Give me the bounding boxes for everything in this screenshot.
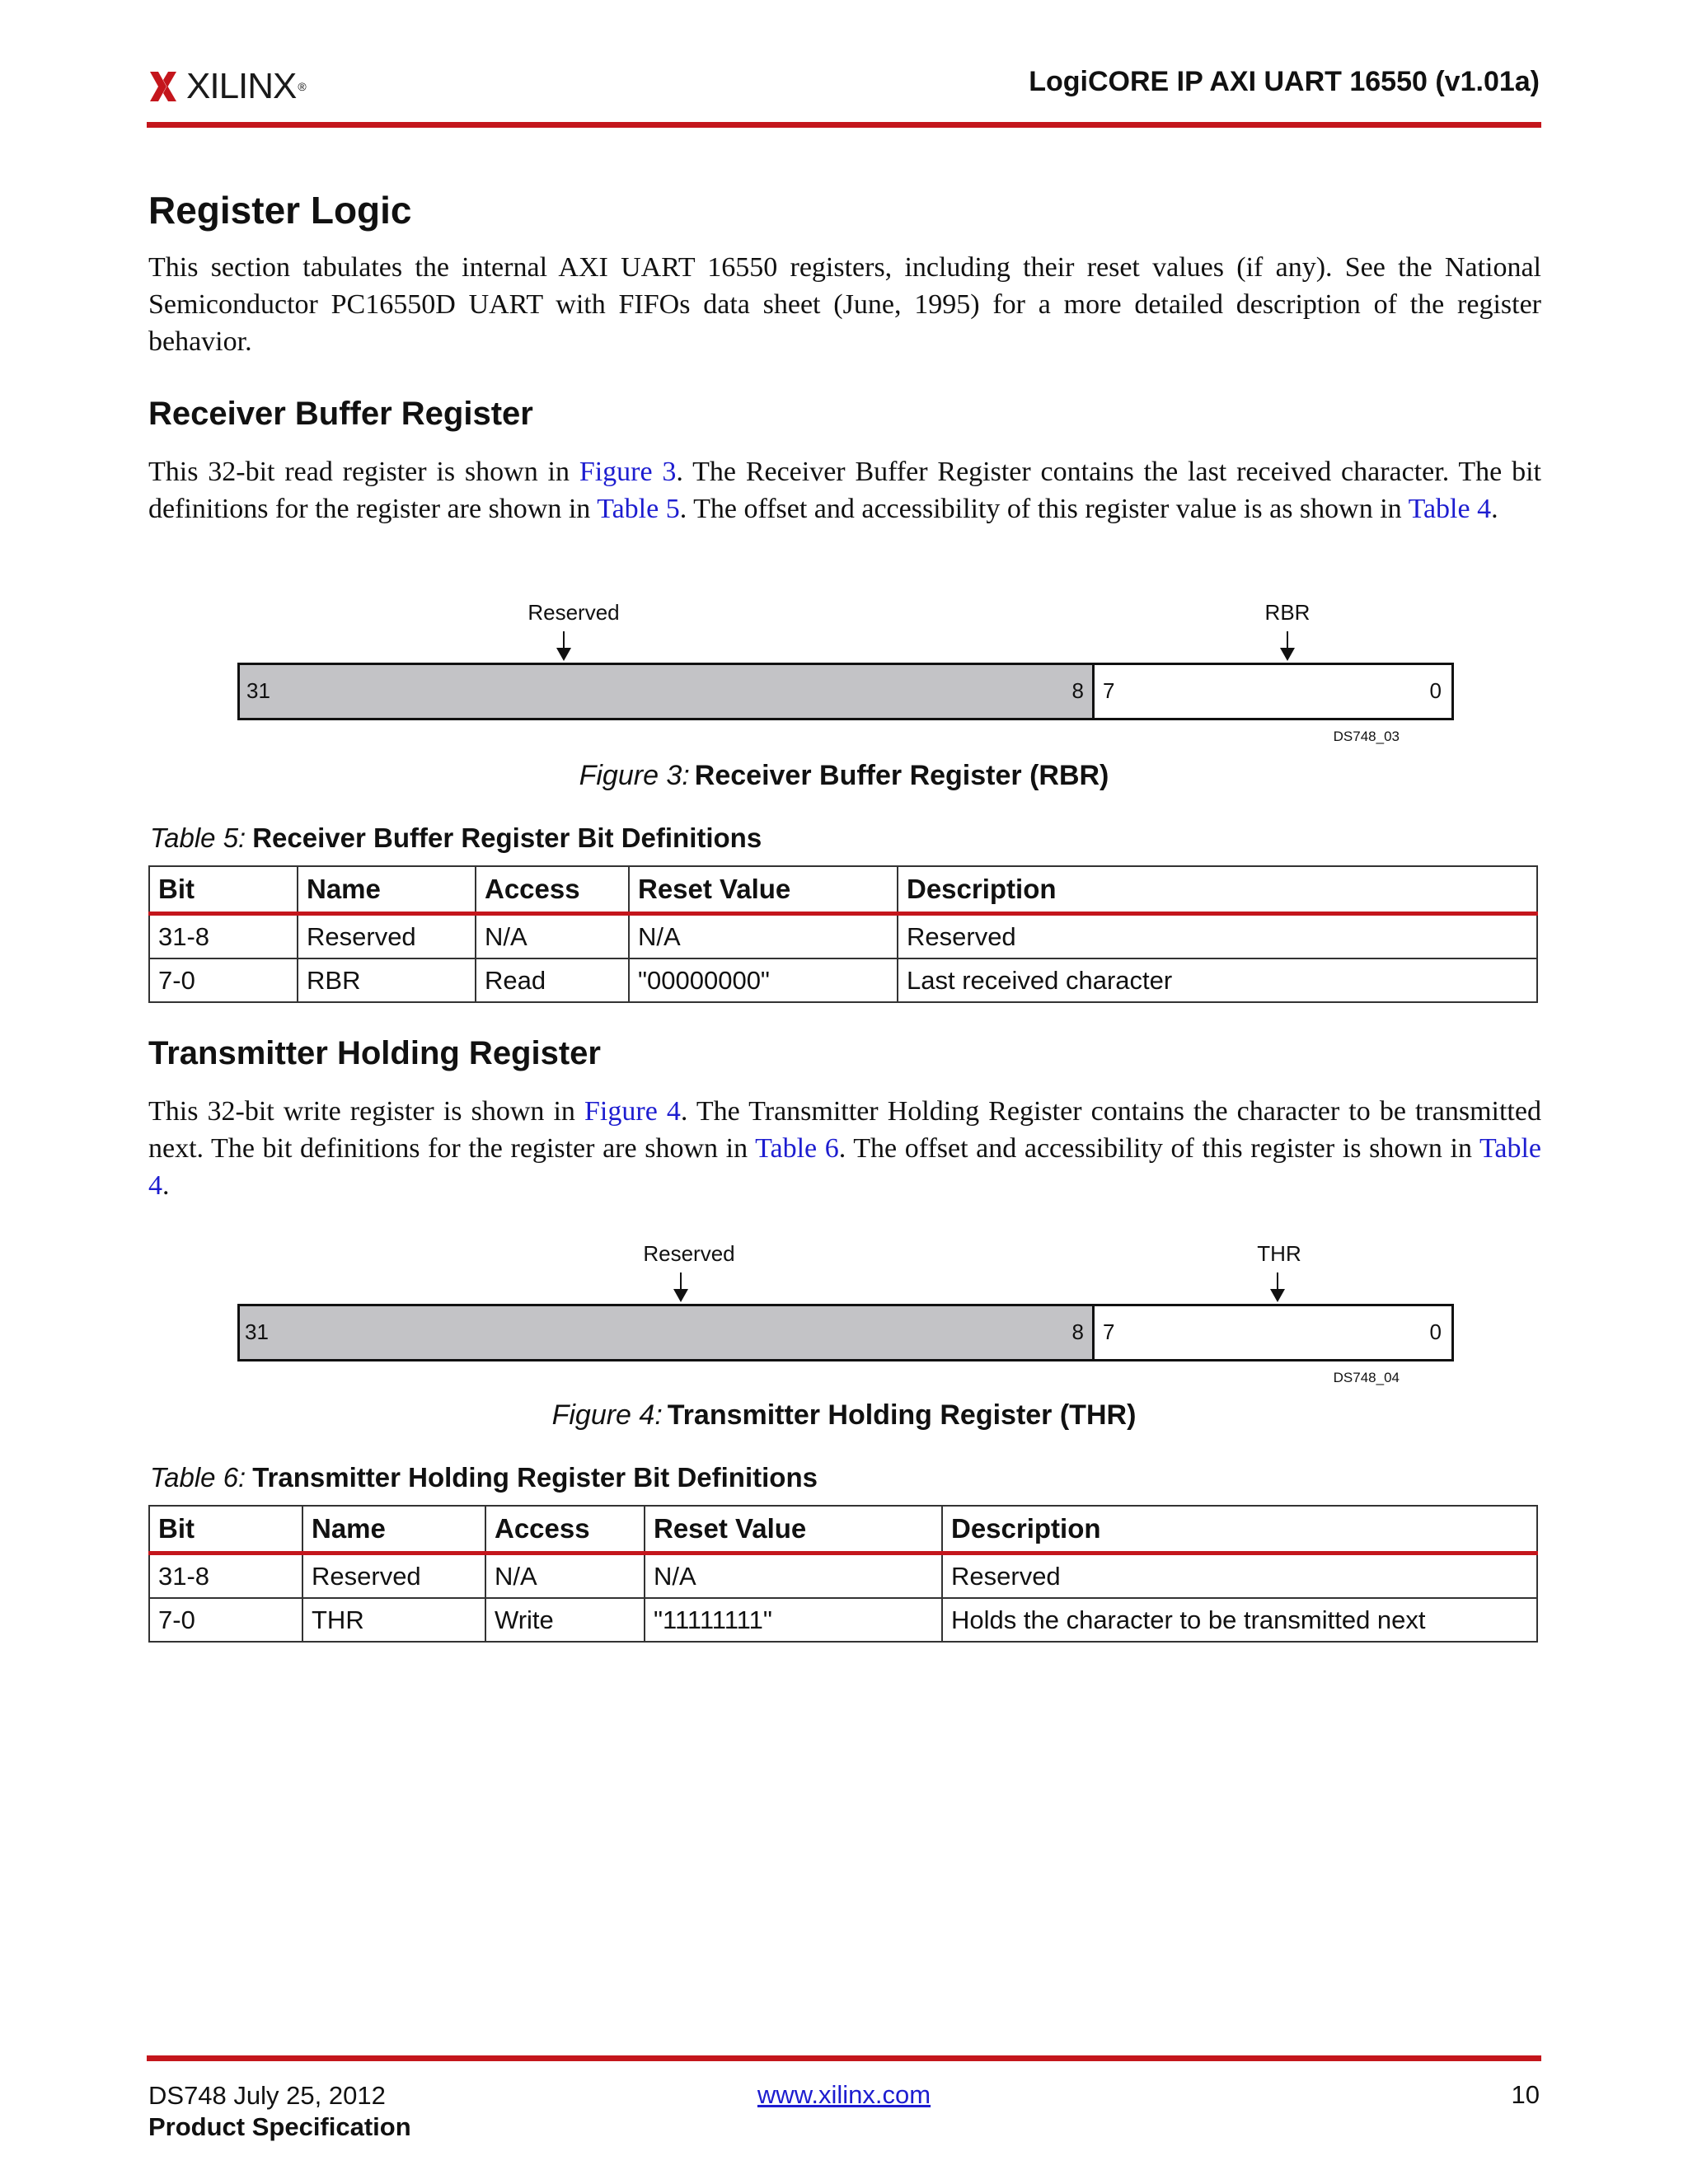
column-header: Reset Value xyxy=(645,1506,942,1554)
table-cell: 31-8 xyxy=(149,1554,302,1599)
thr-bit-31: 31 xyxy=(245,1319,269,1344)
rbr-table-link[interactable]: Table 5 xyxy=(597,494,680,524)
table-row xyxy=(149,914,1537,959)
table-cell: Reserved xyxy=(942,1554,1537,1599)
table-cell: N/A xyxy=(485,1554,645,1599)
rbr-bit-31: 31 xyxy=(246,678,270,703)
thr-register-box xyxy=(237,1304,1454,1361)
xilinx-logo xyxy=(148,66,307,107)
thr-text-4: . xyxy=(162,1170,170,1201)
thr-figure-link[interactable]: Figure 4 xyxy=(584,1096,681,1127)
rbr-text-3: . The offset and accessibility of this register value is as shown in xyxy=(679,494,1409,524)
thr-figure-caption-text: Transmitter Holding Register (THR) xyxy=(667,1399,1137,1431)
thr-data-bits xyxy=(1095,1306,1451,1359)
footer-website-link[interactable]: www.xilinx.com xyxy=(757,2080,931,2109)
thr-bit-0: 0 xyxy=(1429,1319,1442,1344)
column-header: Name xyxy=(302,1506,485,1554)
rbr-offset-table-link[interactable]: Table 4 xyxy=(1408,494,1492,524)
table-cell: 7-0 xyxy=(149,1598,302,1642)
thr-text-3: . The offset and accessibility of this register is shown in xyxy=(838,1133,1479,1164)
thr-bit-8: 8 xyxy=(1071,1319,1084,1344)
rbr-figure-link[interactable]: Figure 3 xyxy=(579,457,677,487)
rbr-bit-8: 8 xyxy=(1071,678,1084,703)
thr-paragraph xyxy=(148,1093,1541,1204)
table-cell: Reserved xyxy=(298,914,476,959)
table-cell: THR xyxy=(302,1598,485,1642)
table-cell: 7-0 xyxy=(149,958,298,1002)
rbr-text-1: This 32-bit read register is shown in xyxy=(148,457,579,487)
table-cell: Write xyxy=(485,1598,645,1642)
table-cell: Read xyxy=(476,958,629,1002)
thr-reserved-arrow xyxy=(680,1272,682,1299)
table-cell: Reserved xyxy=(898,914,1537,959)
rbr-text-2: . The Receiver Buffer Register contains the last received character. The bit definitions for the register are shown in xyxy=(148,457,1541,524)
thr-offset-table-link[interactable]: Table 4 xyxy=(148,1133,1542,1201)
rbr-table-caption-text: Receiver Buffer Register Bit Definitions xyxy=(252,823,762,853)
thr-register-diagram xyxy=(237,1241,1452,1390)
thr-reserved-bits xyxy=(240,1306,1095,1359)
thr-field-arrow xyxy=(1277,1272,1278,1299)
page-number: 10 xyxy=(1511,2080,1540,2109)
rbr-bit-0: 0 xyxy=(1429,678,1442,703)
rbr-register-box xyxy=(237,663,1454,720)
column-header: Bit xyxy=(149,866,298,914)
table-cell: N/A xyxy=(629,914,898,959)
column-header: Bit xyxy=(149,1506,302,1554)
rbr-reserved-bits xyxy=(240,665,1095,718)
document-title: LogiCORE IP AXI UART 16550 (v1.01a) xyxy=(1029,66,1540,97)
thr-figure-id: DS748_04 xyxy=(1333,1370,1400,1385)
table-cell: "00000000" xyxy=(629,958,898,1002)
rbr-table-caption-prefix: Table 5: xyxy=(150,823,246,853)
footer-url-container xyxy=(0,2080,1688,2110)
thr-heading: Transmitter Holding Register xyxy=(148,1035,601,1071)
rbr-bit-7: 7 xyxy=(1103,678,1115,703)
rbr-figure-caption xyxy=(0,760,1688,792)
footer-rule xyxy=(147,2055,1541,2061)
thr-figure-caption-prefix: Figure 4: xyxy=(551,1399,663,1431)
thr-table-caption-text: Transmitter Holding Register Bit Definitions xyxy=(252,1462,818,1493)
rbr-field-arrow xyxy=(1287,631,1288,658)
rbr-text-4: . xyxy=(1491,494,1498,524)
rbr-reserved-arrow xyxy=(563,631,565,658)
table-row xyxy=(149,1598,1537,1642)
table-cell: 31-8 xyxy=(149,914,298,959)
footer-doc-id: DS748 July 25, 2012 xyxy=(148,2081,386,2110)
rbr-reserved-label: Reserved xyxy=(528,600,620,625)
table-cell: Holds the character to be transmitted next xyxy=(942,1598,1537,1642)
table-header-row xyxy=(149,866,1537,914)
table-row xyxy=(149,1554,1537,1599)
table-cell: Reserved xyxy=(302,1554,485,1599)
section-intro: This section tabulates the internal AXI UART 16550 registers, including their reset values (if any). See the National Semiconductor PC16550D UART with FIFOs data sheet (June, 1995) for a more detailed description of the register behavior. xyxy=(148,252,1541,357)
rbr-figure-id: DS748_03 xyxy=(1333,729,1400,744)
table-header-row xyxy=(149,1506,1537,1554)
thr-table-caption xyxy=(150,1462,818,1493)
thr-bit-table xyxy=(148,1505,1538,1643)
thr-text-2: . The Transmitter Holding Register contains the character to be transmitted next. The bit definitions for the register are shown in xyxy=(148,1096,1541,1164)
rbr-table-caption xyxy=(150,823,762,854)
footer-doc-type: Product Specification xyxy=(148,2112,411,2141)
rbr-field-label: RBR xyxy=(1264,600,1311,625)
table-cell: N/A xyxy=(645,1554,942,1599)
header-rule xyxy=(147,122,1541,128)
rbr-figure-caption-prefix: Figure 3: xyxy=(579,760,690,791)
rbr-register-diagram xyxy=(237,600,1452,748)
logo-registered-mark: ® xyxy=(298,80,307,93)
rbr-heading: Receiver Buffer Register xyxy=(148,396,533,432)
xilinx-logo-icon xyxy=(148,70,178,103)
rbr-paragraph xyxy=(148,453,1541,527)
thr-field-label: THR xyxy=(1257,1241,1301,1266)
rbr-data-bits xyxy=(1095,665,1451,718)
thr-reserved-label: Reserved xyxy=(643,1241,735,1266)
rbr-bit-table xyxy=(148,865,1538,1003)
column-header: Name xyxy=(298,866,476,914)
table-row xyxy=(149,958,1537,1002)
logo-wordmark: XILINX xyxy=(186,66,297,106)
thr-bit-7: 7 xyxy=(1103,1319,1115,1344)
table-cell: N/A xyxy=(476,914,629,959)
thr-figure-caption xyxy=(0,1399,1688,1432)
table-cell: RBR xyxy=(298,958,476,1002)
column-header: Access xyxy=(485,1506,645,1554)
table-cell: "11111111" xyxy=(645,1598,942,1642)
column-header: Access xyxy=(476,866,629,914)
column-header: Reset Value xyxy=(629,866,898,914)
column-header: Description xyxy=(942,1506,1537,1554)
thr-text-1: This 32-bit write register is shown in xyxy=(148,1096,585,1127)
section-title: Register Logic xyxy=(148,189,412,232)
thr-table-caption-prefix: Table 6: xyxy=(150,1462,246,1493)
rbr-figure-caption-text: Receiver Buffer Register (RBR) xyxy=(694,760,1109,791)
thr-table-link[interactable]: Table 6 xyxy=(755,1133,839,1164)
column-header: Description xyxy=(898,866,1537,914)
table-cell: Last received character xyxy=(898,958,1537,1002)
